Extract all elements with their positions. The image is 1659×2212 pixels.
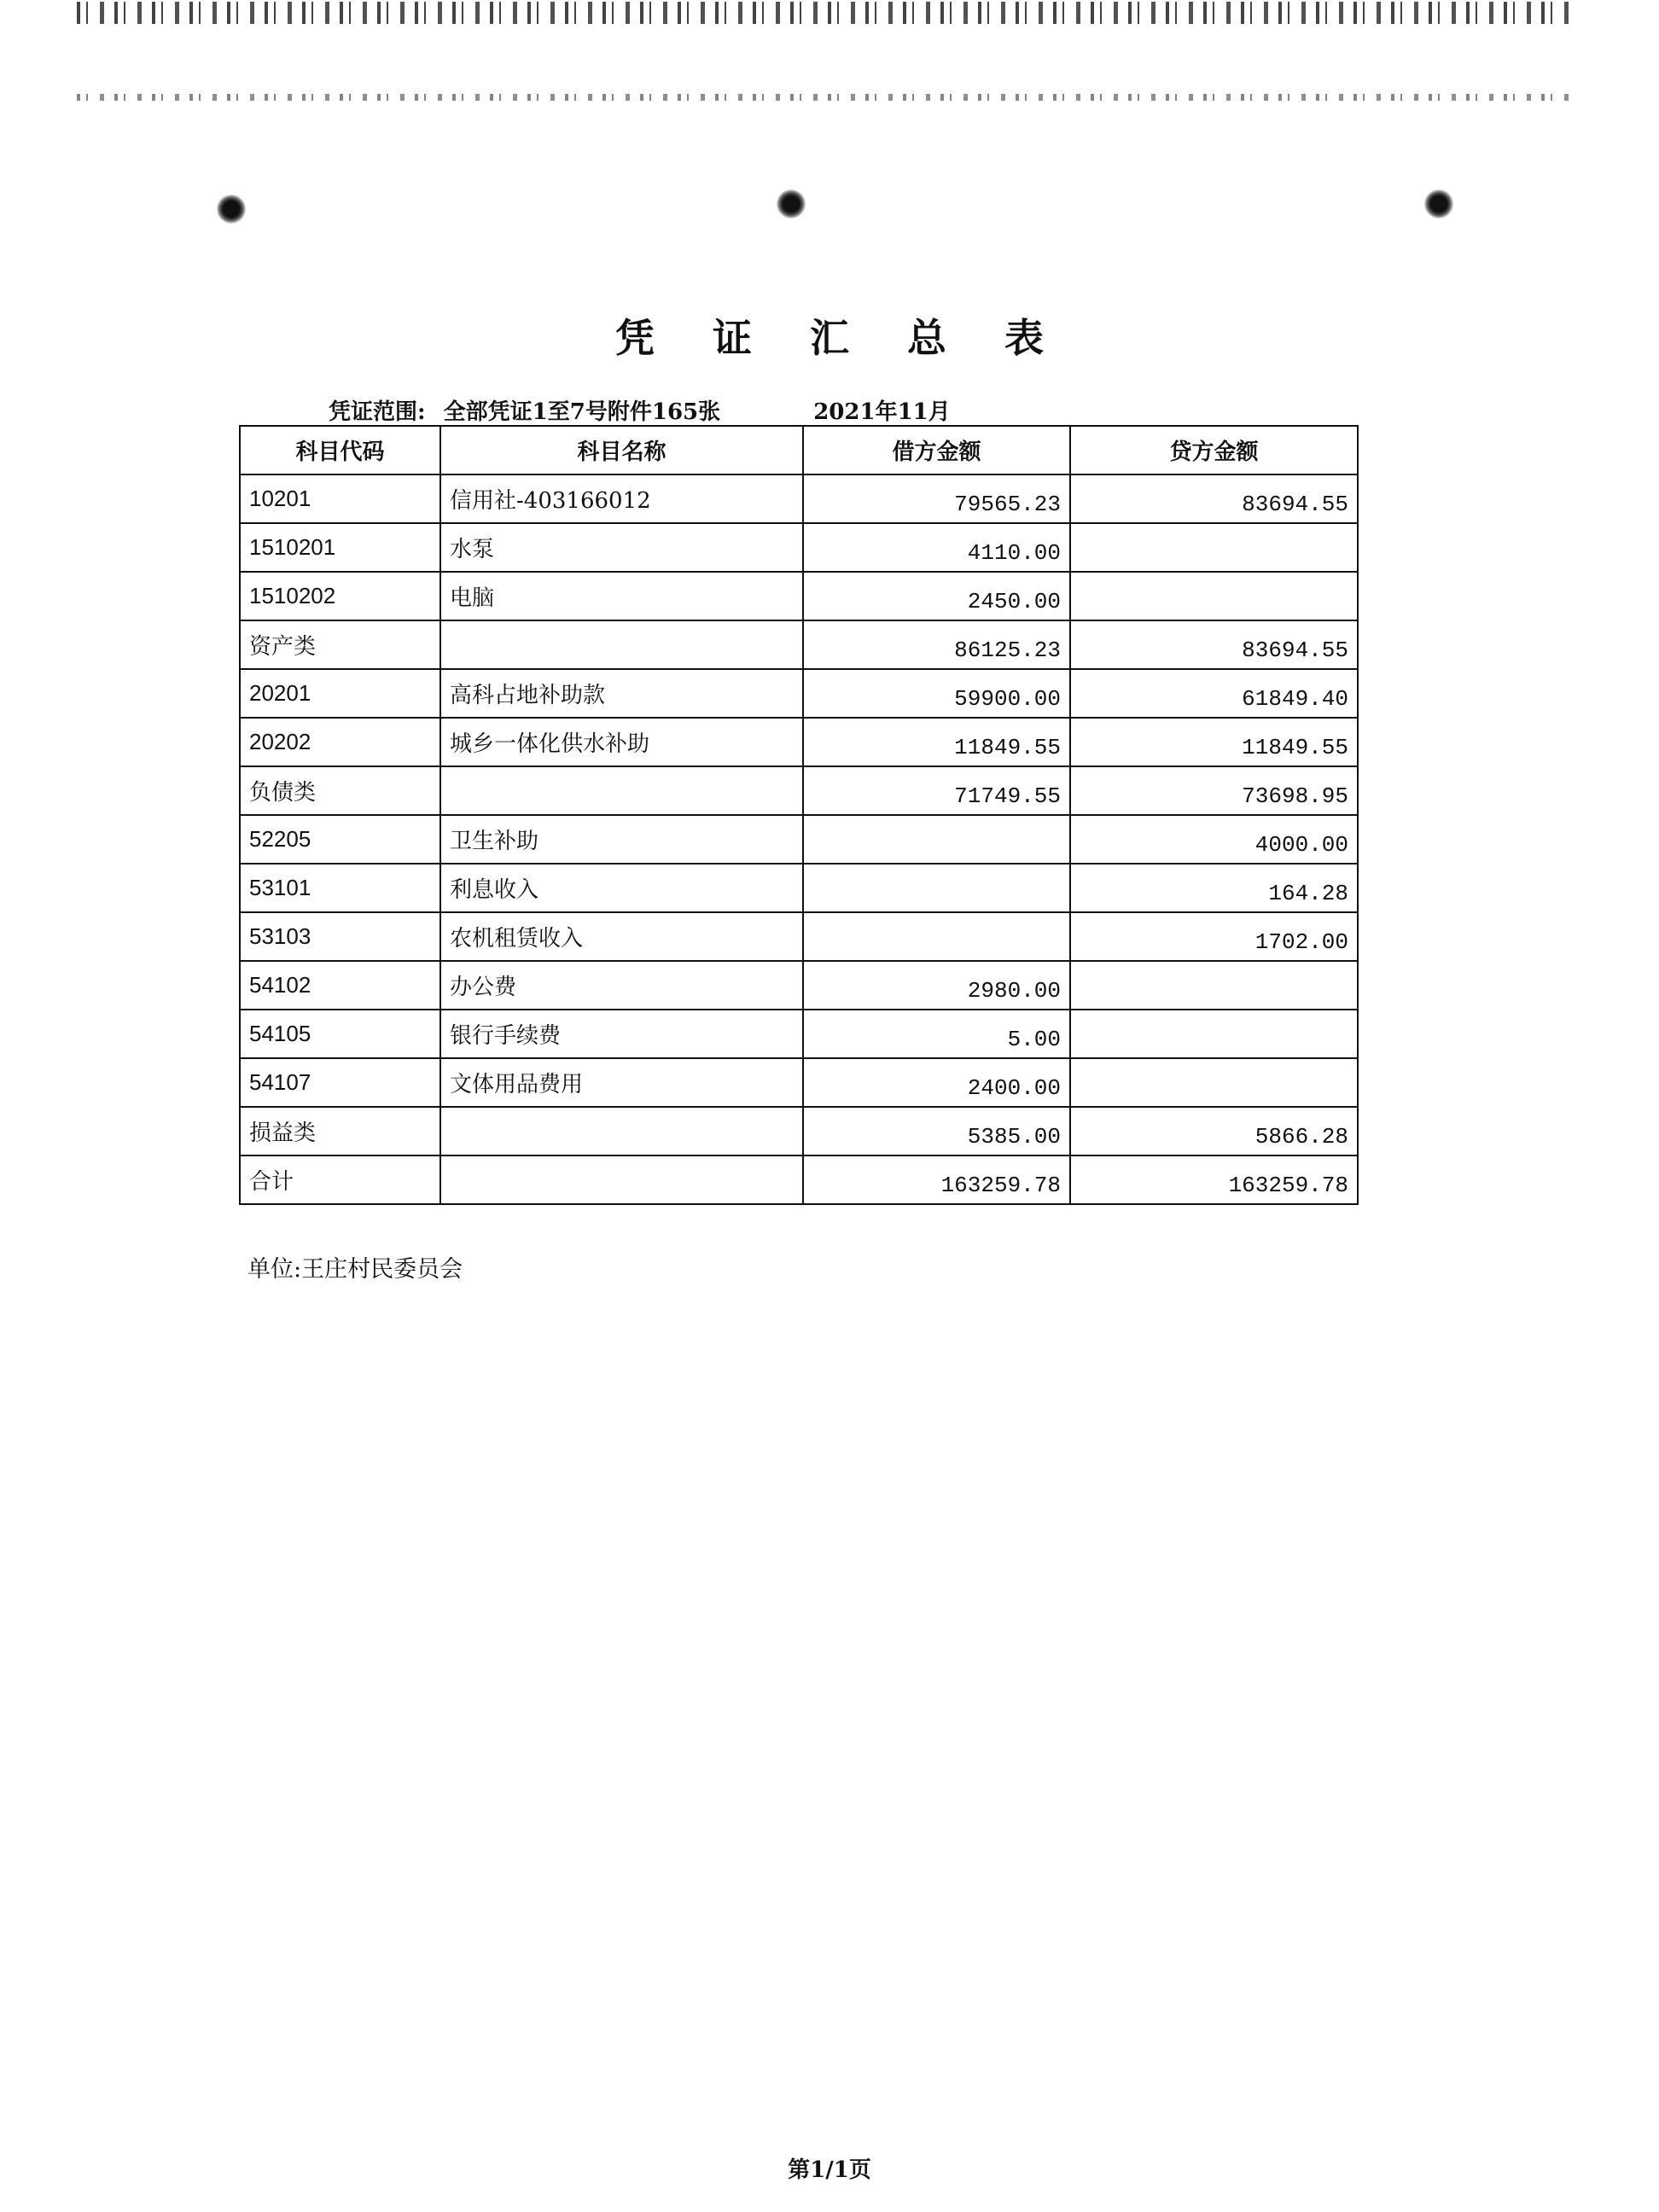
account-code-cell: 53103 bbox=[240, 912, 440, 961]
credit-amount-cell bbox=[1070, 572, 1358, 620]
table-row bbox=[240, 523, 1358, 572]
account-name-cell: 电脑 bbox=[440, 572, 803, 620]
credit-amount-cell: 83694.55 bbox=[1070, 474, 1358, 523]
punch-hole-left bbox=[217, 195, 246, 224]
credit-amount-cell bbox=[1070, 961, 1358, 1010]
table-header-row bbox=[240, 426, 1358, 474]
voucher-summary-table bbox=[239, 425, 1359, 1205]
account-name-cell: 卫生补助 bbox=[440, 815, 803, 864]
account-name-cell: 办公费 bbox=[440, 961, 803, 1010]
credit-amount-cell: 61849.40 bbox=[1070, 669, 1358, 718]
credit-amount-cell: 163259.78 bbox=[1070, 1155, 1358, 1204]
header-account-code: 科目代码 bbox=[240, 426, 440, 474]
account-name-cell: 利息收入 bbox=[440, 864, 803, 912]
account-code-cell: 20202 bbox=[240, 718, 440, 766]
debit-amount-cell: 5385.00 bbox=[803, 1107, 1070, 1155]
scan-edge-marks-faint bbox=[77, 94, 1579, 101]
debit-amount-cell: 163259.78 bbox=[803, 1155, 1070, 1204]
debit-amount-cell: 59900.00 bbox=[803, 669, 1070, 718]
account-name-cell bbox=[440, 766, 803, 815]
table-row bbox=[240, 1058, 1358, 1107]
table-row bbox=[240, 669, 1358, 718]
account-code-cell: 52205 bbox=[240, 815, 440, 864]
table-body bbox=[240, 474, 1358, 1204]
credit-amount-cell: 164.28 bbox=[1070, 864, 1358, 912]
credit-amount-cell: 83694.55 bbox=[1070, 620, 1358, 669]
account-name-cell bbox=[440, 1155, 803, 1204]
account-code-cell: 54102 bbox=[240, 961, 440, 1010]
account-code-cell: 53101 bbox=[240, 864, 440, 912]
table-row bbox=[240, 864, 1358, 912]
table-row bbox=[240, 1010, 1358, 1058]
voucher-meta bbox=[329, 394, 951, 426]
table-row bbox=[240, 1155, 1358, 1204]
credit-amount-cell: 73698.95 bbox=[1070, 766, 1358, 815]
debit-amount-cell: 4110.00 bbox=[803, 523, 1070, 572]
debit-amount-cell bbox=[803, 864, 1070, 912]
table-row bbox=[240, 718, 1358, 766]
table-row bbox=[240, 961, 1358, 1010]
account-name-cell: 文体用品费用 bbox=[440, 1058, 803, 1107]
punch-hole-center bbox=[777, 189, 806, 218]
account-code-cell: 1510201 bbox=[240, 523, 440, 572]
table-row bbox=[240, 474, 1358, 523]
credit-amount-cell: 5866.28 bbox=[1070, 1107, 1358, 1155]
table-row bbox=[240, 620, 1358, 669]
range-label: 凭证范围: bbox=[329, 399, 426, 425]
credit-amount-cell: 1702.00 bbox=[1070, 912, 1358, 961]
account-name-cell: 农机租赁收入 bbox=[440, 912, 803, 961]
table-row bbox=[240, 815, 1358, 864]
debit-amount-cell: 11849.55 bbox=[803, 718, 1070, 766]
account-name-cell: 城乡一体化供水补助 bbox=[440, 718, 803, 766]
credit-amount-cell bbox=[1070, 523, 1358, 572]
account-code-cell: 54105 bbox=[240, 1010, 440, 1058]
account-code-cell: 合计 bbox=[240, 1155, 440, 1204]
period: 2021年11月 bbox=[813, 399, 951, 425]
debit-amount-cell bbox=[803, 815, 1070, 864]
debit-amount-cell: 2400.00 bbox=[803, 1058, 1070, 1107]
account-name-cell bbox=[440, 620, 803, 669]
page-number: 第1/1页 bbox=[788, 2157, 871, 2183]
account-code-cell: 10201 bbox=[240, 474, 440, 523]
header-credit-amount: 贷方金额 bbox=[1070, 426, 1358, 474]
account-name-cell: 水泵 bbox=[440, 523, 803, 572]
punch-hole-right bbox=[1424, 189, 1453, 218]
account-name-cell: 信用社-403166012 bbox=[440, 474, 803, 523]
credit-amount-cell: 4000.00 bbox=[1070, 815, 1358, 864]
account-name-cell: 高科占地补助款 bbox=[440, 669, 803, 718]
debit-amount-cell: 2450.00 bbox=[803, 572, 1070, 620]
table-row bbox=[240, 572, 1358, 620]
debit-amount-cell: 71749.55 bbox=[803, 766, 1070, 815]
header-account-name: 科目名称 bbox=[440, 426, 803, 474]
debit-amount-cell: 2980.00 bbox=[803, 961, 1070, 1010]
account-code-cell: 1510202 bbox=[240, 572, 440, 620]
header-debit-amount: 借方金额 bbox=[803, 426, 1070, 474]
table-row bbox=[240, 912, 1358, 961]
debit-amount-cell: 79565.23 bbox=[803, 474, 1070, 523]
account-name-cell: 银行手续费 bbox=[440, 1010, 803, 1058]
account-code-cell: 54107 bbox=[240, 1058, 440, 1107]
credit-amount-cell bbox=[1070, 1010, 1358, 1058]
debit-amount-cell: 86125.23 bbox=[803, 620, 1070, 669]
table-row bbox=[240, 766, 1358, 815]
account-code-cell: 20201 bbox=[240, 669, 440, 718]
credit-amount-cell: 11849.55 bbox=[1070, 718, 1358, 766]
account-code-cell: 资产类 bbox=[240, 620, 440, 669]
range-value: 全部凭证1至7号附件165张 bbox=[443, 399, 721, 425]
account-code-cell: 损益类 bbox=[240, 1107, 440, 1155]
debit-amount-cell: 5.00 bbox=[803, 1010, 1070, 1058]
account-name-cell bbox=[440, 1107, 803, 1155]
table-row bbox=[240, 1107, 1358, 1155]
credit-amount-cell bbox=[1070, 1058, 1358, 1107]
document-title: 凭 证 汇 总 表 bbox=[614, 315, 1067, 361]
debit-amount-cell bbox=[803, 912, 1070, 961]
unit-line: 单位:王庄村民委员会 bbox=[247, 1256, 463, 1283]
account-code-cell: 负债类 bbox=[240, 766, 440, 815]
scan-edge-marks bbox=[77, 2, 1579, 24]
